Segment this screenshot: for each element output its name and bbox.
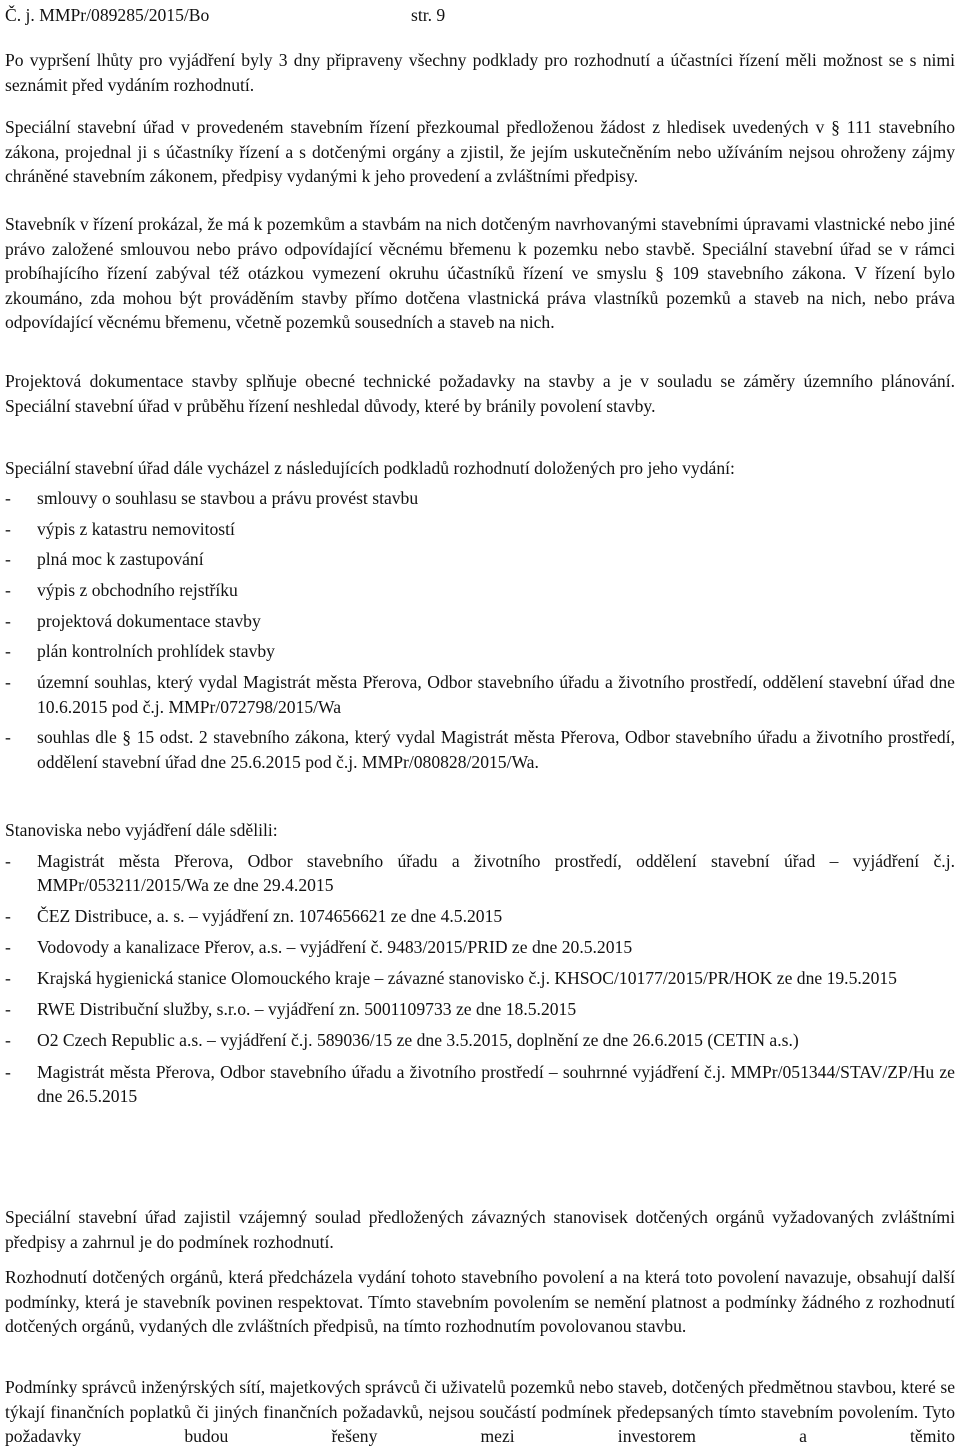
paragraph-text: Rozhodnutí dotčených orgánů, která předcházela vydání tohoto stavebního povolení a na která toto povolení navazuje, obsahují další podmínky, která je stavebník povinen respektovat. Tímto stavebním povolením se nemění platnost a podmínky žádného z rozhodnutí dotčených orgánů, vydaných dle zvláštních předpisů, na tímto rozhodnutím povolovanou stavbu. [5, 1267, 955, 1336]
list-item: - Krajská hygienická stanice Olomouckého kraje – závazné stanovisko č.j. KHSOC/10177/2015/PR/HOK ze dne 19.5.2015 [5, 966, 955, 991]
list-item: - plná moc k zastupování [5, 547, 955, 572]
paragraph-text: Speciální stavební úřad zajistil vzájemný soulad předložených závazných stanovisek dotčených orgánů vyžadovaných zvláštními předpisy a zahrnul je do podmínek rozhodnutí. [5, 1207, 955, 1252]
documents-list [5, 486, 955, 774]
list-item: - Magistrát města Přerova, Odbor stavebního úřadu a životního prostředí – souhrnné vyjádření č.j. MMPr/051344/STAV/ZP/Hu ze dne 26.5.2015 [5, 1060, 955, 1109]
list-item: - projektová dokumentace stavby [5, 609, 955, 634]
list-item: - RWE Distribuční služby, s.r.o. – vyjádření zn. 5001109733 ze dne 18.5.2015 [5, 997, 955, 1022]
paragraph-conditions [5, 1375, 955, 1449]
section-intro: Stanoviska nebo vyjádření dále sdělili: [5, 820, 278, 840]
paragraph-text: Po vypršení lhůty pro vyjádření byly 3 dny připraveny všechny podklady pro rozhodnutí a účastníci řízení měli možnost se s nimi seznámit před vydáním rozhodnutí. [5, 50, 955, 95]
list-item: - územní souhlas, který vydal Magistrát města Přerova, Odbor stavebního úřadu a životního prostředí, oddělení stavební úřad dne 10.6.2015 pod č.j. MMPr/072798/2015/Wa [5, 670, 955, 719]
paragraph-ownership [5, 212, 955, 335]
section-intro: Speciální stavební úřad dále vycházel z následujících podkladů rozhodnutí doložených pro jeho vydání: [5, 458, 735, 478]
reference-number: Č. j. MMPr/089285/2015/Bo [5, 5, 210, 25]
paragraph-project-documentation [5, 369, 955, 418]
paragraph-deadline [5, 48, 955, 97]
list-item: - Magistrát města Přerova, Odbor stavebního úřadu a životního prostředí, oddělení stavební úřad – vyjádření č.j. MMPr/053211/2015/Wa ze dne 29.4.2015 [5, 849, 955, 898]
paragraph-coordination [5, 1205, 955, 1254]
list-item: - výpis z obchodního rejstříku [5, 578, 955, 603]
paragraph-text: Projektová dokumentace stavby splňuje obecné technické požadavky na stavby a je v souladu se záměry územního plánování. Speciální stavební úřad v průběhu řízení neshledal důvody, které by bránily povolení stavby. [5, 371, 955, 416]
list-item: - výpis z katastru nemovitostí [5, 517, 955, 542]
paragraph-text: Stavebník v řízení prokázal, že má k pozemkům a stavbám na nich dotčeným navrhovanými stavebními úpravami vlastnické nebo jiné právo založené smlouvou nebo právo odpovídající věcnému břemenu k pozemku nebo stavbě. Speciální stavební úřad se v rámci probíhajícího řízení zabýval též otázkou vymezení okruhu účastníků řízení ve smyslu § 109 stavebního zákona. V řízení bylo zkoumáno, zda mohou být prováděním stavby přímo dotčena vlastnická práva vlastníků pozemků a staveb na nich, nebo práva odpovídající věcnému břemenu, včetně pozemků sousedních a staveb na nich. [5, 214, 955, 332]
paragraph-text: Podmínky správců inženýrských sítí, majetkových správců či uživatelů pozemků nebo staveb, dotčených předmětnou stavbou, které se týkají finančních poplatků či jiných finančních požadavků, nejsou součástí podmínek předepsaných tímto stavebním povolením. Tyto požadavky budou řešeny mezi investorem a těmito [5, 1377, 955, 1446]
statements-list [5, 849, 955, 1109]
list-item: - plán kontrolních prohlídek stavby [5, 639, 955, 664]
paragraph-decisions [5, 1265, 955, 1339]
list-item: - O2 Czech Republic a.s. – vyjádření č.j. 589036/15 ze dne 3.5.2015, doplnění ze dne 26.6.2015 (CETIN a.s.) [5, 1028, 955, 1053]
list-item: - ČEZ Distribuce, a. s. – vyjádření zn. 1074656621 ze dne 4.5.2015 [5, 904, 955, 929]
page-number: str. 9 [411, 5, 446, 25]
section-statements [5, 818, 955, 1115]
section-documents [5, 456, 955, 781]
page-header [5, 3, 955, 27]
list-item: - smlouvy o souhlasu se stavbou a právu provést stavbu [5, 486, 955, 511]
list-item: - Vodovody a kanalizace Přerov, a.s. – vyjádření č. 9483/2015/PRID ze dne 20.5.2015 [5, 935, 955, 960]
paragraph-text: Speciální stavební úřad v provedeném stavebním řízení přezkoumal předloženou žádost z hledisek uvedených v § 111 stavebního zákona, projednal ji s účastníky řízení a s dotčenými orgány a zjistil, že jejím uskutečněním nebo užíváním nejsou ohroženy zájmy chráněné stavebním zákonem, předpisy vydanými k jeho provedení a zvláštními předpisy. [5, 117, 955, 186]
list-item: - souhlas dle § 15 odst. 2 stavebního zákona, který vydal Magistrát města Přerova, Odbor stavebního úřadu a životního prostředí, oddělení stavební úřad dne 25.6.2015 pod č.j. MMPr/080828/2015/Wa. [5, 725, 955, 774]
paragraph-review [5, 115, 955, 189]
